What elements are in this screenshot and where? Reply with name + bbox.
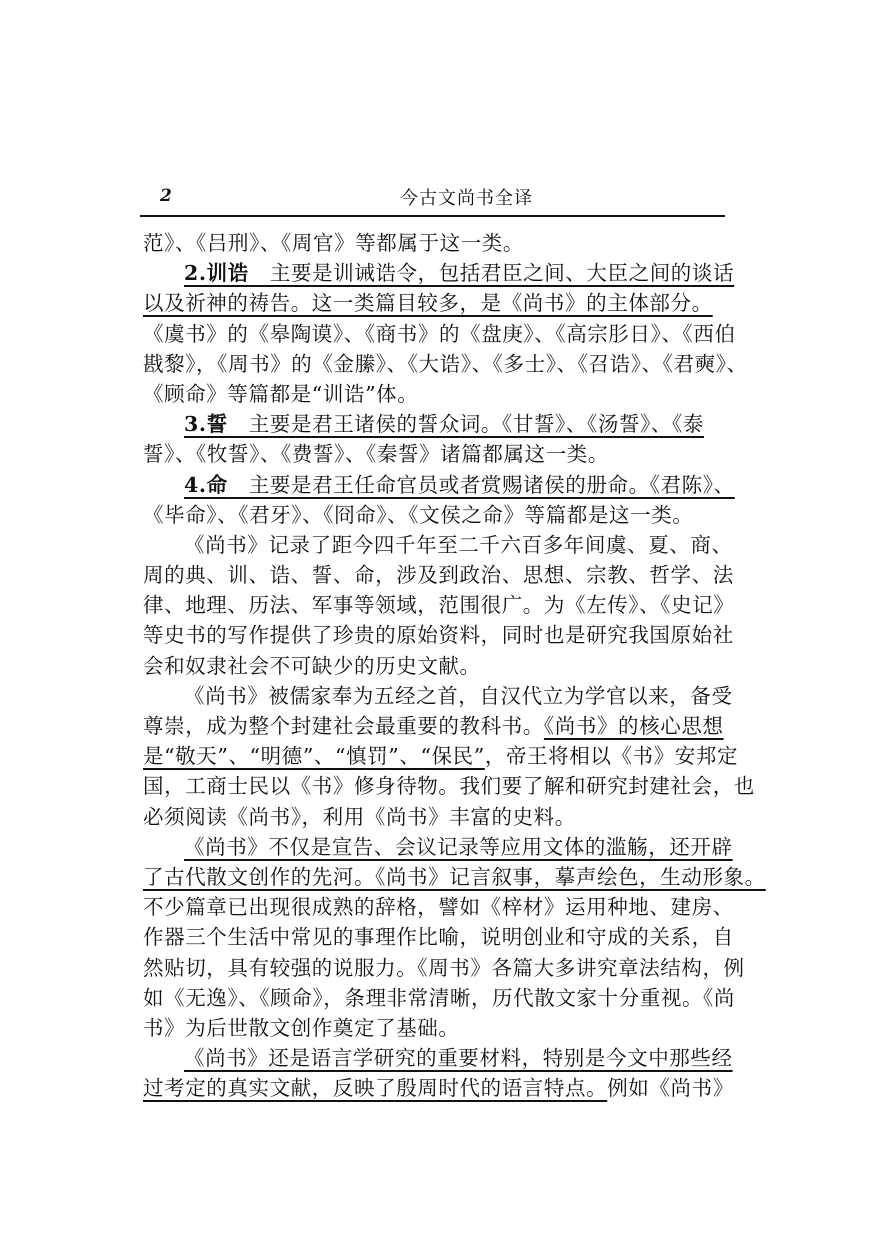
text-line — [143, 922, 743, 952]
line-text: 《毕命》、《君牙》、《冏命》、《文侯之命》等篇都是这一类。 — [143, 502, 694, 527]
text-line — [143, 741, 743, 771]
line-text: 如《无逸》、《顾命》，条理非常清晰，历代散文家十分重视。《尚 — [143, 985, 735, 1010]
section-heading-line — [143, 258, 743, 288]
text-line — [143, 1013, 743, 1043]
text-line — [143, 530, 743, 560]
underlined-text: 《尚书》的核心思想 — [543, 714, 724, 738]
line-text: 尊崇，成为整个封建社会最重要的教科书。 — [143, 714, 544, 738]
text-line — [143, 349, 748, 379]
line-text: 戡黎》，《周书》的《金縢》、《大诰》、《多士》、《召诰》、《君奭》、 — [143, 351, 748, 376]
text-line — [143, 1043, 743, 1073]
line-text: 主要是训诫诰令，包括君臣之间、大臣之间的谈话 — [248, 261, 735, 286]
line-text: ，帝王将相以《书》安邦定 — [484, 744, 739, 769]
underlined-text: 了古代散文创作的先河。《尚书》记言叙事，摹声绘色，生动形象。 — [143, 864, 766, 889]
text-line — [143, 953, 743, 983]
header-rule — [140, 215, 725, 217]
body-text — [143, 228, 766, 1103]
section-heading: 3.誓 — [184, 412, 228, 437]
line-text: 《顾命》等篇都是“训诰”体。 — [143, 381, 419, 406]
text-line — [143, 832, 743, 862]
text-line — [143, 500, 743, 530]
text-line — [143, 651, 743, 681]
text-line — [143, 711, 743, 741]
line-text: 主要是君王诸侯的誓众词。《甘誓》、《汤誓》、《泰 — [227, 412, 704, 437]
section-heading-line — [143, 409, 743, 439]
text-line — [143, 771, 755, 801]
line-text: 主要是君王任命官员或者赏赐诸侯的册命。《君陈》、 — [227, 472, 735, 497]
underlined-text: 过考定的真实文献，反映了殷周时代的语言特点。 — [143, 1076, 608, 1101]
text-line — [143, 1073, 743, 1103]
text-line — [143, 620, 743, 650]
line-text: 不少篇章已出现很成熟的辞格，譬如《梓材》运用种地、建房、 — [143, 895, 734, 920]
page-number: 2 — [160, 186, 172, 206]
line-text: 《虞书》的《皋陶谟》、《商书》的《盘庚》、《高宗肜日》、《西伯 — [143, 321, 736, 346]
line-text: 周的典、训、诰、誓、命，涉及到政治、思想、宗教、哲学、法 — [143, 563, 734, 588]
line-text: 然贴切，具有较强的说服力。《周书》各篇大多讲究章法结构，例 — [143, 955, 745, 980]
line-text: 《尚书》被儒家奉为五经之首，自汉代立为学官以来，备受 — [184, 683, 733, 708]
line-text: 范》、《吕刑》、《周官》等都属于这一类。 — [143, 231, 524, 255]
text-line — [143, 590, 743, 620]
line-text: 以及祈神的祷告。这一类篇目较多，是《尚书》的主体部分。 — [143, 291, 713, 316]
line-text: 律、地理、历法、军事等领域，范围很广。为《左传》、《史记》 — [143, 593, 735, 618]
text-line — [143, 862, 766, 892]
section-heading: 4.命 — [184, 472, 228, 497]
text-line — [143, 560, 743, 590]
line-text: 《尚书》记录了距今四千年至二千六百多年间虞、夏、商、 — [184, 532, 733, 557]
text-line — [143, 681, 743, 711]
text-line — [143, 319, 743, 349]
text-line — [143, 288, 743, 318]
underlined-text: 《尚书》还是语言学研究的重要材料，特别是今文中那些经 — [184, 1046, 733, 1071]
text-line — [143, 892, 743, 922]
line-text: 必须阅读《尚书》，利用《尚书》丰富的史料。 — [143, 804, 576, 829]
text-line — [143, 983, 743, 1013]
line-text: 国，工商士民以《书》修身待物。我们要了解和研究封建社会，也 — [143, 774, 755, 799]
line-text: 誓》、《牧誓》、《费誓》、《秦誓》诸篇都属这一类。 — [143, 442, 609, 467]
text-line — [143, 802, 743, 832]
text-line — [143, 379, 743, 409]
line-text: 例如《尚书》 — [607, 1076, 734, 1101]
line-text: 等史书的写作提供了珍贵的原始资料，同时也是研究我国原始社 — [143, 623, 734, 648]
underlined-text: 是“敬天”、“明德”、“慎罚”、“保民” — [143, 744, 485, 769]
section-heading: 2.训诰 — [184, 261, 249, 286]
line-text: 作器三个生活中常见的事理作比喻，说明创业和守成的关系，自 — [143, 925, 734, 950]
line-text: 书》为后世散文创作奠定了基础。 — [143, 1015, 460, 1040]
running-title: 今古文尚书全译 — [400, 188, 533, 209]
text-line — [143, 228, 743, 258]
underlined-text: 《尚书》不仅是宣告、会议记录等应用文体的滥觞，还开辟 — [184, 834, 733, 859]
section-heading-line — [143, 470, 743, 500]
line-text: 会和奴隶社会不可缺少的历史文献。 — [143, 653, 481, 678]
text-line — [143, 439, 743, 469]
